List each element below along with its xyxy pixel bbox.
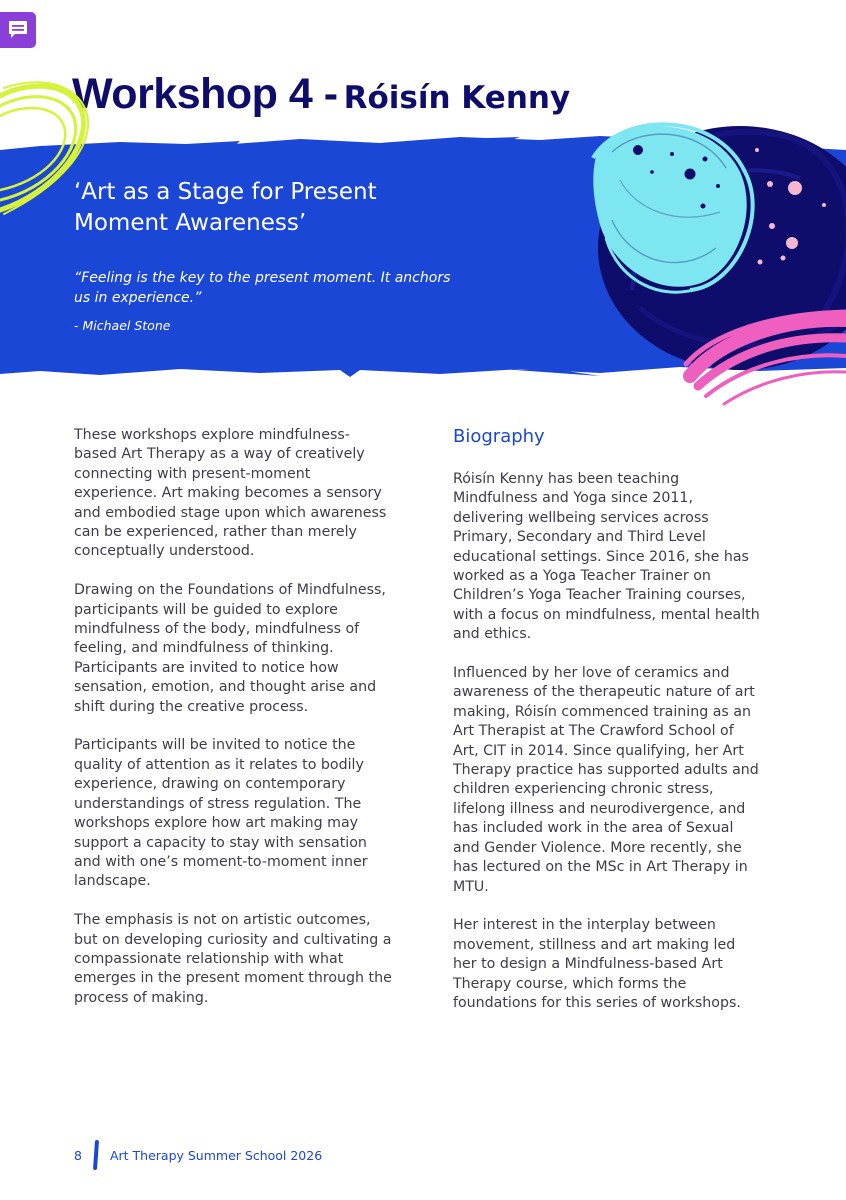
- workshop-number: Workshop 4 -: [72, 70, 338, 118]
- footer-divider: [93, 1140, 99, 1170]
- description-paragraph: Participants will be invited to notice the quality of attention as it relates to bodily experience, drawing on contemporary understandings of stress regulation. The workshops explore how art making may support a capacity to stay with sensation and with one’s moment-to-moment inner landscape.: [74, 737, 368, 890]
- workshop-description: [74, 426, 392, 1028]
- biography-paragraph: Róisín Kenny has been teaching Mindfulness and Yoga since 2011, delivering wellbeing services across Primary, Secondary and Third Level educational settings. Since 2016, she has worked as a Yoga Teacher Trainer on Children’s Yoga Teacher Training courses, with a focus on mindfulness, mental health and ethics.: [453, 471, 760, 643]
- quote-author: - Michael Stone: [74, 318, 171, 333]
- quote-text: “Feeling is the key to the present moment. It anchors us in experience.”: [74, 270, 451, 306]
- biography-paragraph: Influenced by her love of ceramics and awareness of the therapeutic nature of art making, Róisín commenced training as an Art Therapist at The Crawford School of Art, CIT in 2014. Since qualifying, her Art Therapy practice has supported adults and children experiencing chronic stress, lifelong illness and neurodivergence, and has included work in the area of Sexual and Gender Violence. More recently, she has lectured on the MSc in Art Therapy in MTU.: [453, 665, 759, 895]
- workshop-subtitle: ‘Art as a Stage for Present Moment Awareness’: [74, 179, 377, 236]
- facilitator-name: Róisín Kenny: [343, 80, 571, 116]
- biography-paragraph: Her interest in the interplay between movement, stillness and art making led her to design a Mindfulness-based Art Therapy course, which forms the foundations for this series of workshops.: [453, 917, 741, 1011]
- description-paragraph: The emphasis is not on artistic outcomes, but on developing curiosity and cultivating a compassionate relationship with what emerges in the present moment through the process of making.: [74, 912, 392, 1006]
- description-paragraph: Drawing on the Foundations of Mindfulness, participants will be guided to explore mindfulness of the body, mindfulness of feeling, and mindfulness of thinking. Participants are invited to notice how sensation, emotion, and thought arise and shift during the creative process.: [74, 582, 386, 715]
- biography-heading: Biography: [453, 426, 545, 447]
- page-footer: [74, 1140, 322, 1170]
- page-number: 8: [74, 1147, 82, 1163]
- page-title: [72, 70, 570, 119]
- biography-section: [453, 426, 763, 1033]
- description-paragraph: These workshops explore mindfulness-based Art Therapy as a way of creatively connecting with present-moment experience. Art making becomes a sensory and embodied stage upon which awareness can be experienced, rather than merely conceptually understood.: [74, 427, 387, 560]
- publication-name: Art Therapy Summer School 2026: [109, 1147, 323, 1163]
